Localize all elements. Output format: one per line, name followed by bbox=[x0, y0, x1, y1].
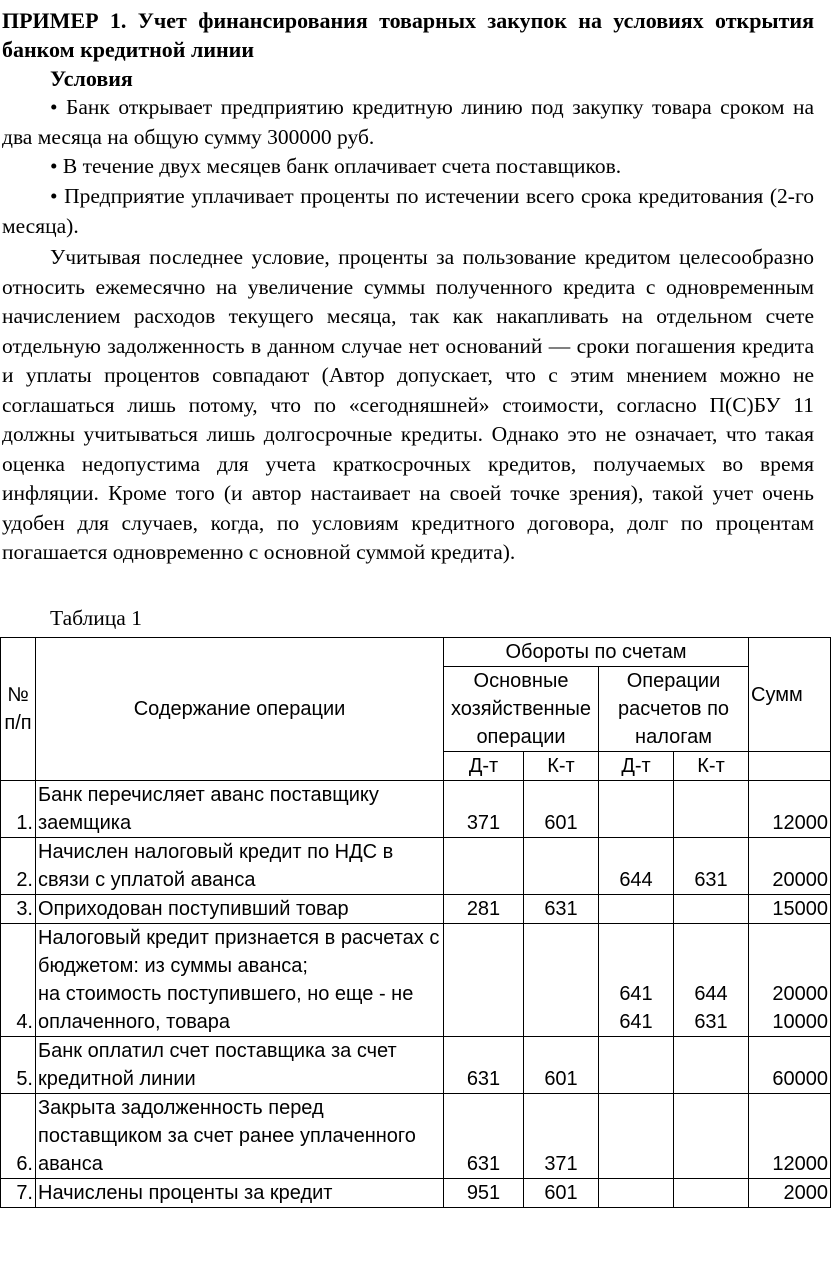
condition-2: • В течение двух месяцев банк оплачивает счета поставщиков. bbox=[50, 154, 622, 178]
row-kt1: 601 bbox=[524, 1179, 599, 1208]
row-operation bbox=[36, 924, 444, 1037]
row-num: 5. bbox=[1, 1037, 36, 1094]
conditions-heading: Условия bbox=[50, 66, 133, 91]
row-dt2 bbox=[599, 924, 674, 1037]
header-dt1: Д-т bbox=[444, 752, 524, 781]
header-sum-empty bbox=[749, 752, 831, 781]
row-sum: 12000 bbox=[749, 781, 831, 838]
header-turnover: Обороты по счетам bbox=[444, 638, 749, 667]
row-sum: 20000 bbox=[749, 838, 831, 895]
header-sum: Сумм bbox=[749, 638, 831, 752]
row-num: 3. bbox=[1, 895, 36, 924]
row-dt1: 631 bbox=[444, 1037, 524, 1094]
row-operation-part2: на стоимость поступившего, но еще - не оплаченного, товара bbox=[38, 983, 414, 1033]
row-num: 6. bbox=[1, 1094, 36, 1179]
row-operation: Банк перечисляет аванс поставщику заемщика bbox=[36, 781, 444, 838]
header-kt2: К-т bbox=[674, 752, 749, 781]
row-operation: Начислен налоговый кредит по НДС в связи с уплатой аванса bbox=[36, 838, 444, 895]
header-main-ops: Основные хозяйственные операции bbox=[444, 667, 599, 752]
row-dt2 bbox=[599, 1094, 674, 1179]
row-dt1 bbox=[444, 924, 524, 1037]
row-operation: Закрыта задолженность перед поставщиком за счет ранее уплаченного аванса bbox=[36, 1094, 444, 1179]
row-dt1: 371 bbox=[444, 781, 524, 838]
row-dt1 bbox=[444, 838, 524, 895]
row-sum: 12000 bbox=[749, 1094, 831, 1179]
row-sum: 15000 bbox=[749, 895, 831, 924]
row-dt2 bbox=[599, 1179, 674, 1208]
accounting-table bbox=[0, 637, 831, 1208]
row-sum: 2000 bbox=[749, 1179, 831, 1208]
header-num: № п/п bbox=[1, 638, 36, 781]
row-sum bbox=[749, 924, 831, 1037]
row-kt2 bbox=[674, 1037, 749, 1094]
row-sum: 60000 bbox=[749, 1037, 831, 1094]
row-kt2 bbox=[674, 1179, 749, 1208]
header-dt2: Д-т bbox=[599, 752, 674, 781]
row-num: 2. bbox=[1, 838, 36, 895]
table-header-row bbox=[1, 638, 831, 667]
row-operation: Начислены проценты за кредит bbox=[36, 1179, 444, 1208]
table-row bbox=[1, 1094, 831, 1179]
header-tax-ops: Операции расчетов по налогам bbox=[599, 667, 749, 752]
table-row bbox=[1, 895, 831, 924]
row-kt2 bbox=[674, 895, 749, 924]
row-dt2-b: 641 bbox=[619, 1011, 653, 1033]
main-paragraph: Учитывая последнее условие, проценты за пользование кредитом целесообразно относить ежемесячно на увеличение суммы полученного кредита с одновременным начислением расходов текущего месяца, так как накапливать на отдельном счете отдельную задолженность в данном случае нет оснований — сроки погашения кредита и уплаты процентов совпадают (Автор допускает, что с этим мнением можно не соглашаться лишь потому, что по «сегодняшней» стоимости, согласно П(С)БУ 11 должны учитываться лишь долгосрочные кредиты. Однако это не означает, что такая оценка недопустима для учета краткосрочных кредитов, получаемых во время инфляции. Кроме того (и автор настаивает на своей точке зрения), такой учет очень удобен для случаев, когда, по условиям кредитного договора, долг по процентам погашается одновременно с основной суммой кредита). bbox=[2, 245, 814, 564]
row-num: 1. bbox=[1, 781, 36, 838]
table-row bbox=[1, 1037, 831, 1094]
row-sum-b: 10000 bbox=[772, 1011, 829, 1033]
table-row bbox=[1, 838, 831, 895]
row-dt2 bbox=[599, 1037, 674, 1094]
row-dt2 bbox=[599, 895, 674, 924]
row-num: 7. bbox=[1, 1179, 36, 1208]
row-sum-a: 20000 bbox=[772, 983, 829, 1005]
condition-3: • Предприятие уплачивает проценты по истечении всего срока кредитования (2-го месяца). bbox=[2, 184, 814, 238]
row-kt2: 631 bbox=[674, 838, 749, 895]
row-kt2-a: 644 bbox=[694, 983, 728, 1005]
row-kt2-b: 631 bbox=[694, 1011, 728, 1033]
row-kt1: 371 bbox=[524, 1094, 599, 1179]
row-operation-part1: Налоговый кредит признается в расчетах с бюджетом: из суммы аванса; bbox=[38, 927, 440, 977]
table-caption: Таблица 1 bbox=[50, 606, 142, 630]
row-num: 4. bbox=[1, 924, 36, 1037]
table-row bbox=[1, 1179, 831, 1208]
table-container bbox=[0, 637, 829, 1208]
row-dt2: 644 bbox=[599, 838, 674, 895]
row-kt2 bbox=[674, 781, 749, 838]
row-dt2 bbox=[599, 781, 674, 838]
table-row bbox=[1, 781, 831, 838]
row-dt1: 281 bbox=[444, 895, 524, 924]
header-kt1: К-т bbox=[524, 752, 599, 781]
header-operation: Содержание операции bbox=[36, 638, 444, 781]
row-dt2-a: 641 bbox=[619, 983, 653, 1005]
document-title: ПРИМЕР 1. Учет финансирования товарных закупок на условиях открытия банком кредитной линии bbox=[2, 8, 814, 62]
row-dt1: 631 bbox=[444, 1094, 524, 1179]
table-row bbox=[1, 924, 831, 1037]
row-operation: Оприходован поступивший товар bbox=[36, 895, 444, 924]
row-kt1: 601 bbox=[524, 1037, 599, 1094]
row-kt2 bbox=[674, 1094, 749, 1179]
row-kt1 bbox=[524, 838, 599, 895]
row-kt1: 601 bbox=[524, 781, 599, 838]
row-kt1: 631 bbox=[524, 895, 599, 924]
row-operation: Банк оплатил счет поставщика за счет кредитной линии bbox=[36, 1037, 444, 1094]
row-kt1 bbox=[524, 924, 599, 1037]
row-dt1: 951 bbox=[444, 1179, 524, 1208]
row-kt2 bbox=[674, 924, 749, 1037]
condition-1: • Банк открывает предприятию кредитную линию под закупку товара сроком на два месяца на общую сумму 300000 руб. bbox=[2, 95, 814, 149]
